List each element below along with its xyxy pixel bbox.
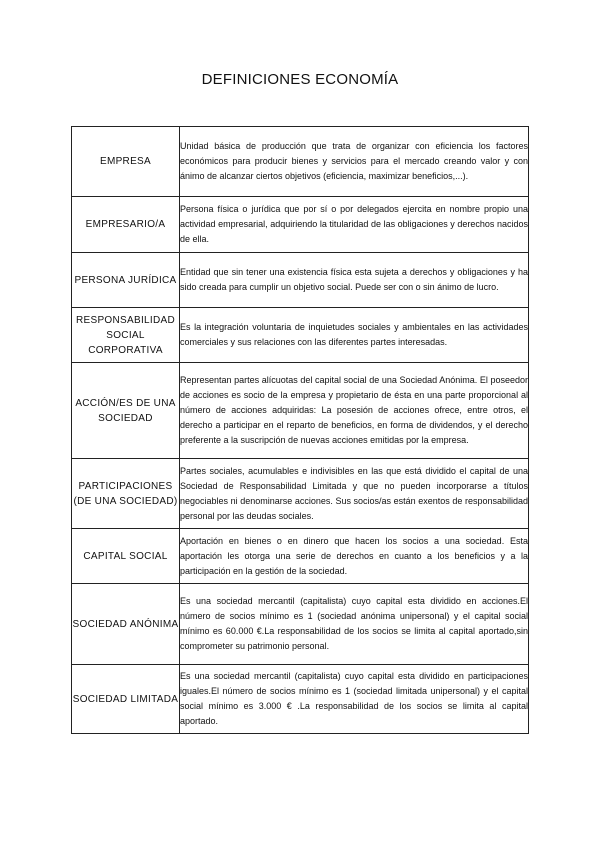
table-row — [72, 529, 529, 584]
definition-cell: Es una sociedad mercantil (capitalista) cuyo capital esta dividido en participaciones iguales.El número de socios mínimo es 1 (sociedad limitada unipersonal) y el capital social mínimo es 3.000 € .La responsabilidad de los socios se limita al capital aportado. — [180, 665, 529, 734]
definition-cell: Aportación en bienes o en dinero que hacen los socios a una sociedad. Esta aportación les otorga una serie de derechos en cuanto a los beneficios y a la participación en la gestión de la sociedad. — [180, 529, 529, 584]
definition-cell: Unidad básica de producción que trata de organizar con eficiencia los factores económicos para producir bienes y servicios para el mercado creando valor y con ánimo de alcanzar ciertos objetivos (eficiencia, maximizar beneficios,...). — [180, 127, 529, 197]
term-cell: ACCIÓN/ES DE UNA SOCIEDAD — [72, 363, 180, 459]
table-row — [72, 363, 529, 459]
definition-cell: Es una sociedad mercantil (capitalista) cuyo capital esta dividido en acciones.El número de socios mínimo es 1 (sociedad anónima unipersonal) y el capital social mínimo es 60.000 €.La responsabilidad de los socios se limita al capital aportado,sin comprometer su patrimonio personal. — [180, 584, 529, 665]
term-cell: EMPRESARIO/A — [72, 197, 180, 253]
term-cell: CAPITAL SOCIAL — [72, 529, 180, 584]
term-cell: EMPRESA — [72, 127, 180, 197]
definitions-table — [71, 126, 529, 734]
table-row — [72, 308, 529, 363]
term-cell: RESPONSABILIDAD SOCIAL CORPORATIVA — [72, 308, 180, 363]
table-row — [72, 253, 529, 308]
table-row — [72, 459, 529, 529]
document-title: DEFINICIONES ECONOMÍA — [201, 71, 399, 88]
definition-cell: Representan partes alícuotas del capital social de una Sociedad Anónima. El poseedor de acciones es socio de la empresa y propietario de ésta en una parte proporcional al número de acciones adquiridas: La posesión de acciones ofrece, entre otros, el derecho a participar en el reparto de beneficios, en forma de dividendos, y el derecho preferente a la suscripción de nuevas acciones emitidas por la empresa. — [180, 363, 529, 459]
table-row — [72, 665, 529, 734]
definition-cell: Partes sociales, acumulables e indivisibles en las que está dividido el capital de una Sociedad de Responsabilidad Limitada y que no pueden incorporarse a títulos negociables ni denominarse acciones. Sus socios/as están exentos de responsabilidad personal por las deudas sociales. — [180, 459, 529, 529]
table-row — [72, 197, 529, 253]
definition-cell: Es la integración voluntaria de inquietudes sociales y ambientales en las actividades comerciales y sus relaciones con las diferentes partes interesadas. — [180, 308, 529, 363]
term-cell: SOCIEDAD LIMITADA — [72, 665, 180, 734]
definition-cell: Persona física o jurídica que por sí o por delegados ejercita en nombre propio una actividad empresarial, adquiriendo la titularidad de las obligaciones y derechos nacidos de ella. — [180, 197, 529, 253]
term-cell: SOCIEDAD ANÓNIMA — [72, 584, 180, 665]
definition-cell: Entidad que sin tener una existencia física esta sujeta a derechos y obligaciones y ha sido creada para cumplir un objetivo social. Puede ser con o sin ánimo de lucro. — [180, 253, 529, 308]
table-row — [72, 584, 529, 665]
term-cell: PARTICIPACIONES (DE UNA SOCIEDAD) — [72, 459, 180, 529]
term-cell: PERSONA JURÍDICA — [72, 253, 180, 308]
table-row — [72, 127, 529, 197]
